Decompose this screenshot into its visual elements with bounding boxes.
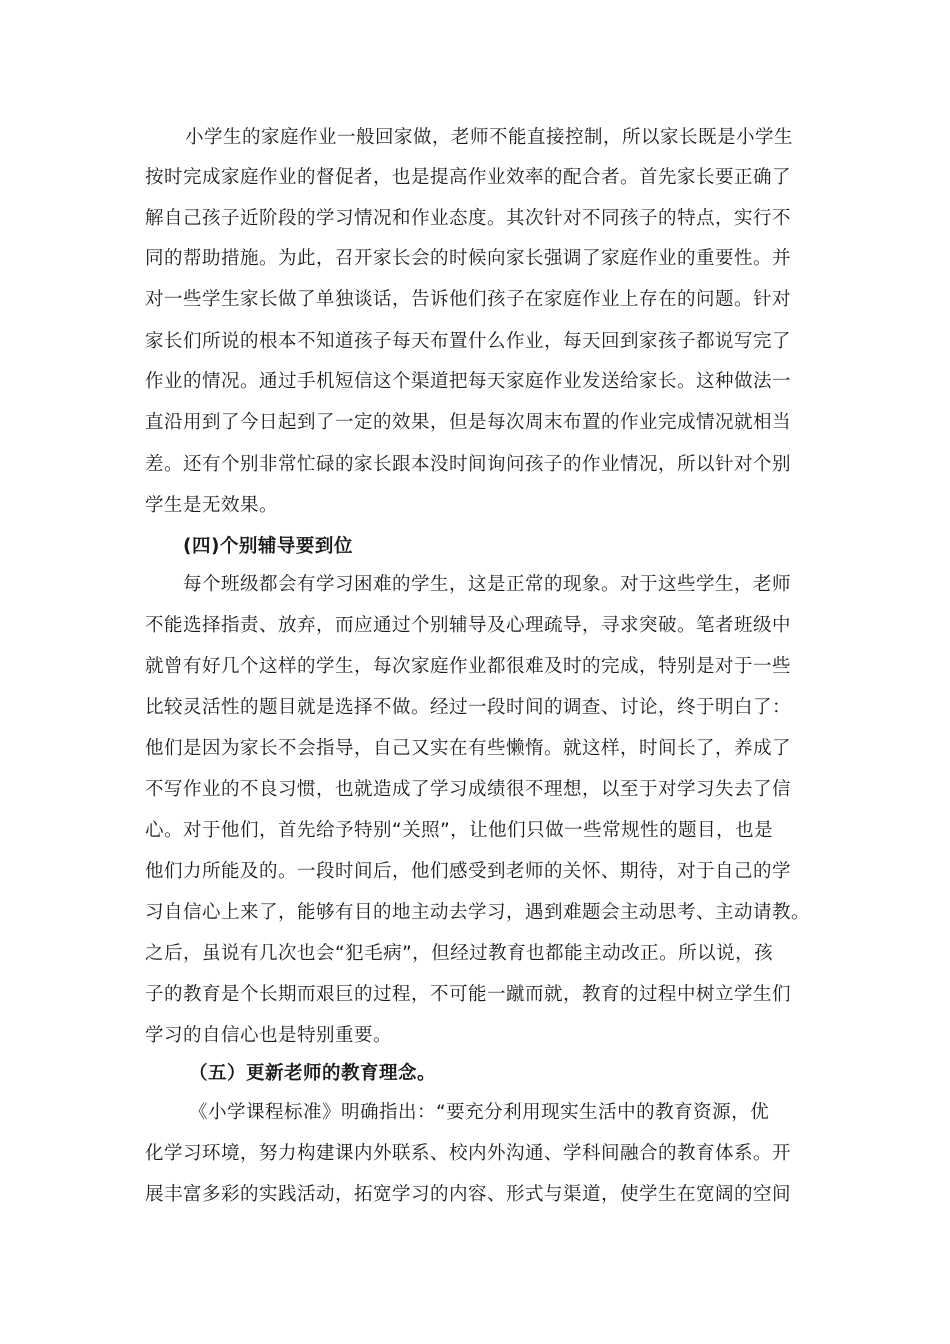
section-heading-5: （五）更新老师的教育理念。 xyxy=(189,1063,437,1084)
paragraph-line: 他们力所能及的。一段时间后，他们感受到老师的关怀、期待，对于自己的学 xyxy=(145,861,792,882)
section-heading-4: (四)个别辅导要到位 xyxy=(183,536,353,557)
paragraph-line: 学生是无效果。 xyxy=(145,495,279,516)
paragraph-line: 作业的情况。通过手机短信这个渠道把每天家庭作业发送给家长。这种做法一 xyxy=(145,371,792,392)
paragraph-line: 学习的自信心也是特别重要。 xyxy=(145,1025,393,1046)
paragraph-line: 每个班级都会有学习困难的学生，这是正常的现象。对于这些学生，老师 xyxy=(183,574,792,595)
paragraph-line: 展丰富多彩的实践活动，拓宽学习的内容、形式与渠道，使学生在宽阔的空间 xyxy=(145,1184,792,1205)
paragraph-line: 《小学课程标准》明确指出：“要充分利用现实生活中的教育资源，优 xyxy=(189,1102,770,1123)
paragraph-line: 就曾有好几个这样的学生，每次家庭作业都很难及时的完成，特别是对于一些 xyxy=(145,656,792,677)
paragraph-line: 直沿用到了今日起到了一定的效果，但是每次周末布置的作业完成情况就相当 xyxy=(145,412,792,433)
paragraph-line: 不能选择指责、放弃，而应通过个别辅导及心理疏导，寻求突破。笔者班级中 xyxy=(145,615,792,636)
paragraph-line: 化学习环境，努力构建课内外联系、校内外沟通、学科间融合的教育体系。开 xyxy=(145,1143,792,1164)
paragraph-line: 他们是因为家长不会指导，自己又实在有些懒惰。就这样，时间长了，养成了 xyxy=(145,738,792,759)
paragraph-line: 心。对于他们，首先给予特别“关照”，让他们只做一些常规性的题目，也是 xyxy=(145,820,774,841)
paragraph-line: 对一些学生家长做了单独谈话，告诉他们孩子在家庭作业上存在的问题。针对 xyxy=(145,289,792,310)
paragraph-line: 同的帮助措施。为此，召开家长会的时候向家长强调了家庭作业的重要性。并 xyxy=(145,248,792,269)
paragraph-line: 解自己孩子近阶段的学习情况和作业态度。其次针对不同孩子的特点，实行不 xyxy=(145,208,792,229)
paragraph-line: 比较灵活性的题目就是选择不做。经过一段时间的调查、讨论，终于明白了： xyxy=(145,697,792,718)
paragraph-line: 之后，虽说有几次也会“犯毛病”，但经过教育也都能主动改正。所以说，孩 xyxy=(145,943,774,964)
paragraph-line: 差。还有个别非常忙碌的家长跟本没时间询问孩子的作业情况，所以针对个别 xyxy=(145,454,792,475)
paragraph-line: 不写作业的不良习惯，也就造成了学习成绩很不理想，以至于对学习失去了信 xyxy=(145,779,792,800)
paragraph-line: 家长们所说的根本不知道孩子每天布置什么作业，每天回到家孩子都说写完了 xyxy=(145,331,792,352)
paragraph-line: 按时完成家庭作业的督促者，也是提高作业效率的配合者。首先家长要正确了 xyxy=(145,167,792,188)
paragraph-line: 小学生的家庭作业一般回家做，老师不能直接控制，所以家长既是小学生 xyxy=(185,127,794,148)
paragraph-line: 习自信心上来了，能够有目的地主动去学习，遇到难题会主动思考、主动请教。 xyxy=(145,902,811,923)
paragraph-line: 子的教育是个长期而艰巨的过程，不可能一蹴而就，教育的过程中树立学生们 xyxy=(145,984,792,1005)
